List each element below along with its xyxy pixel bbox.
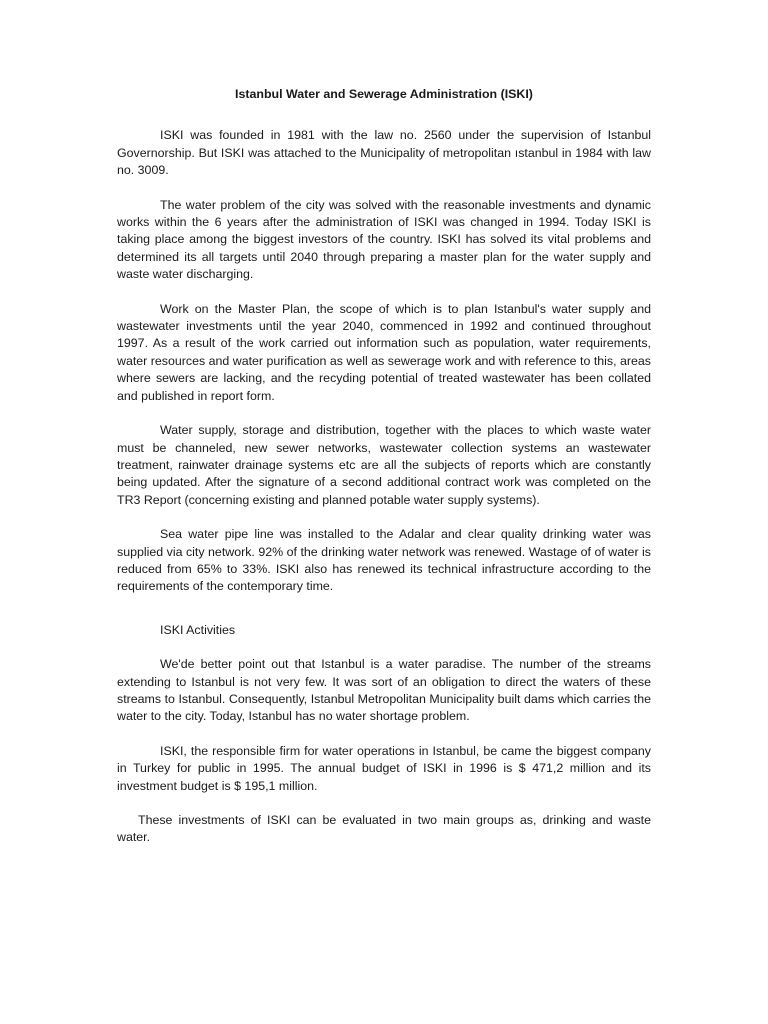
paragraph-master-plan: Work on the Master Plan, the scope of which is to plan Istanbul's water supply and wastewater investments until the year 2040, commenced in 1992 and continued throughout 1997. As a result of the work carried out information such as population, water requirements, water resources and water purification as well as sewerage work and with reference to this, areas where sewers are lacking, and the recyding potential of treated wastewater has been collated and published in report form. [117,301,651,403]
paragraph-sea-water-pipeline: Sea water pipe line was installed to the Adalar and clear quality drinking water was supplied via city network. 92% of the drinking water network was renewed. Wastage of of water is reduced from 65% to 33%. ISKI also has renewed its technical infrastructure according to the requirements of the contemporary time. [117,527,651,594]
document-body [117,86,651,864]
document-title: Istanbul Water and Sewerage Administration (ISKI) [235,87,533,101]
paragraph-budget: ISKI, the responsible firm for water operations in Istanbul, be came the biggest company in Turkey for public in 1995. The annual budget of ISKI in 1996 is $ 471,2 million and its investment budget is $ 195,1 million. [117,743,651,793]
section-heading-activities: ISKI Activities [160,622,236,637]
paragraph-water-paradise: We'de better point out that Istanbul is a water paradise. The number of the streams extending to Istanbul is not very few. It was sort of an obligation to direct the waters of these streams to Istanbul. Consequently, Istanbul Metropolitan Municipality built dams which carries the water to the city. Today, Istanbul has no water shortage problem. [117,657,651,724]
paragraph-water-supply: Water supply, storage and distribution, together with the places to which waste water must be channeled, new sewer networks, wastewater collection systems an wastewater treatment, rainwater drainage systems etc are all the subjects of reports which are constantly being updated. After the signature of a second additional contract work was completed on the TR3 Report (concerning existing and planned potable water supply systems). [117,423,651,507]
paragraph-water-problem: The water problem of the city was solved with the reasonable investments and dynamic works within the 6 years after the administration of ISKI was changed in 1994. Today ISKI is taking place among the biggest investors of the country. ISKI has solved its vital problems and determined its all targets until 2040 through preparing a master plan for the water supply and waste water discharging. [117,197,651,282]
paragraph-investment-groups: These investments of ISKI can be evaluated in two main groups as, drinking and waste water. [117,813,651,845]
paragraph-founding: ISKI was founded in 1981 with the law no. 2560 under the supervision of Istanbul Governorship. But ISKI was attached to the Municipality of metropolitan ıstanbul in 1984 with law no. 3009. [117,128,651,178]
